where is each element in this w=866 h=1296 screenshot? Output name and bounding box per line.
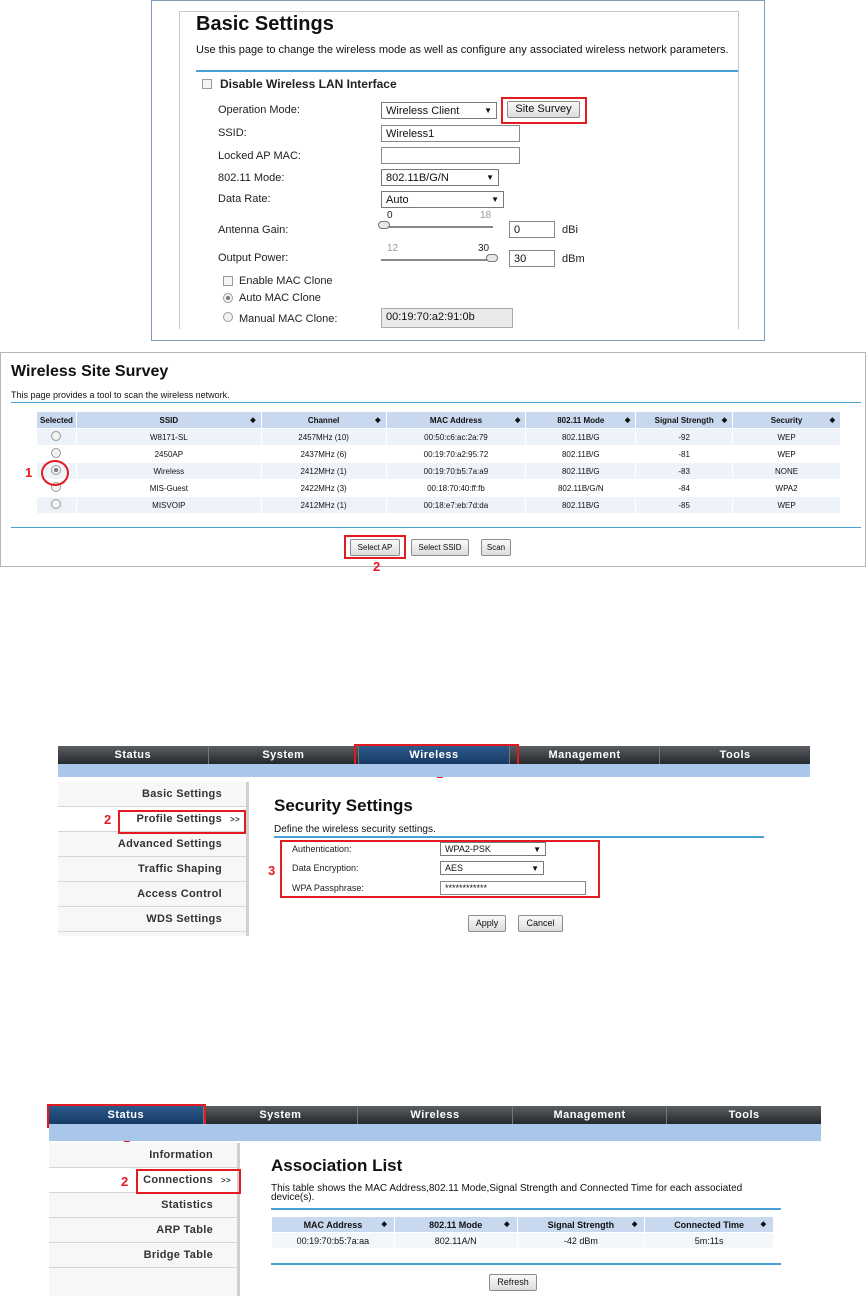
- disable-wlan-label: Disable Wireless LAN Interface: [220, 77, 397, 91]
- antenna-unit: dBi: [562, 224, 578, 236]
- disable-wlan-checkbox[interactable]: [202, 79, 212, 89]
- col-mode[interactable]: 802.11 Mode ◆: [394, 1217, 517, 1233]
- sidebar-item-traffic-shaping[interactable]: [58, 857, 246, 882]
- enable-mac-clone-label: Enable MAC Clone: [239, 275, 333, 287]
- table-row[interactable]: [37, 480, 841, 497]
- data-rate-label: Data Rate:: [218, 193, 271, 205]
- ssid-input[interactable]: Wireless1: [381, 125, 520, 142]
- sidebar-item-statistics[interactable]: [49, 1193, 237, 1218]
- security-divider: [274, 836, 764, 838]
- sidebar-item-arp-table[interactable]: [49, 1218, 237, 1243]
- manual-mac-clone-radio[interactable]: [223, 312, 233, 322]
- sort-icon[interactable]: ◆: [514, 416, 521, 424]
- sidebar-item-advanced-settings[interactable]: [58, 832, 246, 857]
- sidebar-item-basic-settings[interactable]: [58, 782, 246, 807]
- auto-mac-clone-label: Auto MAC Clone: [239, 292, 321, 304]
- table-row: [272, 1233, 774, 1249]
- tab-wireless[interactable]: Wireless: [359, 746, 510, 764]
- sort-icon[interactable]: ◆: [504, 1220, 510, 1228]
- site-survey-panel: [0, 352, 866, 574]
- sidebar-item-label: Advanced Settings: [117, 838, 222, 850]
- row-select-cell[interactable]: [37, 429, 77, 446]
- association-table: [271, 1216, 774, 1249]
- auto-mac-clone-radio[interactable]: [223, 293, 233, 303]
- cell-signal: -83: [636, 463, 733, 480]
- cell-signal: -42 dBm: [517, 1233, 645, 1249]
- row-select-radio[interactable]: [51, 431, 61, 441]
- marker-1: 1: [25, 465, 33, 480]
- sidebar-item-label: Bridge Table: [143, 1249, 213, 1261]
- col-channel[interactable]: Channel ◆: [261, 412, 386, 429]
- cell-security: WEP: [733, 429, 841, 446]
- sidebar-item-label: Information: [149, 1149, 213, 1161]
- passphrase-input[interactable]: ************: [440, 881, 586, 895]
- association-title: Association List: [271, 1156, 403, 1175]
- tab-tools[interactable]: Tools: [728, 1109, 760, 1121]
- title-divider: [196, 70, 738, 72]
- site-survey-button[interactable]: Site Survey: [507, 101, 580, 118]
- ssid-label: SSID:: [218, 127, 247, 139]
- association-description: This table shows the MAC Address,802.11 Mode,Signal Strength and Connected Time for each associated device(s).: [271, 1183, 743, 1203]
- table-row[interactable]: [37, 497, 841, 514]
- cell-mac: 00:50:c6:ac:2a:79: [386, 429, 526, 446]
- association-panel: [49, 1106, 821, 1296]
- antenna-max: 18: [480, 210, 492, 221]
- cell-mode: 802.11A/N: [394, 1233, 517, 1249]
- sidebar-edge: [246, 782, 249, 936]
- sidebar-item-label: Access Control: [137, 888, 222, 900]
- cell-ssid: W8171-SL: [76, 429, 261, 446]
- power-unit: dBm: [562, 253, 585, 265]
- table-row[interactable]: [37, 463, 841, 480]
- cell-ssid: MIS-Guest: [76, 480, 261, 497]
- association-divider-bottom: [271, 1263, 781, 1265]
- tab-status[interactable]: Status: [49, 1106, 204, 1124]
- survey-divider-top: [11, 402, 861, 403]
- cell-security: WEP: [733, 446, 841, 463]
- output-power-label: Output Power:: [218, 252, 289, 264]
- sort-icon[interactable]: ◆: [375, 416, 381, 424]
- cancel-button[interactable]: Cancel: [518, 915, 563, 932]
- data-rate-select[interactable]: Auto ▼: [381, 191, 504, 208]
- cell-mode: 802.11B/G/N: [526, 480, 636, 497]
- tab-tools[interactable]: Tools: [719, 749, 751, 761]
- cell-time: 5m:11s: [645, 1233, 774, 1249]
- tab-wireless[interactable]: Wireless: [358, 1106, 513, 1124]
- sidebar-item-label: Profile Settings: [136, 813, 222, 825]
- page-description: Use this page to change the wireless mode as well as configure any associated wireless network parameters.: [196, 44, 729, 56]
- survey-description: This page provides a tool to scan the wireless network.: [11, 390, 230, 400]
- table-row[interactable]: [37, 429, 841, 446]
- authentication-label: Authentication:: [292, 844, 352, 854]
- survey-title: Wireless Site Survey: [11, 363, 169, 380]
- row-select-radio[interactable]: [51, 448, 61, 458]
- sidebar-item-label: Basic Settings: [141, 788, 222, 800]
- sidebar-item-label: WDS Settings: [146, 913, 222, 925]
- sidebar-item-wds-settings[interactable]: [58, 907, 246, 932]
- antenna-slider-track[interactable]: [381, 226, 493, 228]
- operation-mode-select[interactable]: Wireless Client ▼: [381, 102, 497, 119]
- locked-ap-mac-label: Locked AP MAC:: [218, 150, 301, 162]
- table-row[interactable]: [37, 446, 841, 463]
- locked-ap-mac-input[interactable]: [381, 147, 520, 164]
- power-max: 30: [478, 243, 490, 254]
- row-select-cell[interactable]: [37, 497, 77, 514]
- sort-icon[interactable]: ◆: [624, 416, 631, 424]
- antenna-min: 0: [387, 210, 393, 221]
- sort-icon[interactable]: ◆: [829, 416, 835, 424]
- cell-mac: 00:18:70:40:ff:fb: [386, 480, 526, 497]
- security-panel: [58, 746, 810, 936]
- cell-channel: 2412MHz (1): [261, 497, 386, 514]
- sort-icon[interactable]: ◆: [250, 416, 256, 424]
- antenna-slider-thumb[interactable]: [378, 221, 390, 229]
- mode-label: 802.11 Mode:: [218, 172, 285, 184]
- col-mac[interactable]: MAC Address ◆: [272, 1217, 395, 1233]
- cell-mac: 00:18:e7:eb:7d:da: [386, 497, 526, 514]
- cell-security: WEP: [733, 497, 841, 514]
- site-survey-highlight: [501, 97, 587, 124]
- cell-ssid: MISVOIP: [76, 497, 261, 514]
- col-signal[interactable]: Signal Strength ◆: [636, 412, 733, 429]
- sort-icon[interactable]: ◆: [381, 1220, 387, 1228]
- cell-mac: 00:19:70:b5:7a:aa: [272, 1233, 395, 1249]
- enable-mac-clone-checkbox[interactable]: [223, 276, 233, 286]
- security-description: Define the wireless security settings.: [274, 824, 436, 835]
- antenna-gain-label: Antenna Gain:: [218, 224, 289, 236]
- col-signal[interactable]: Signal Strength ◆: [517, 1217, 645, 1233]
- operation-mode-label: Operation Mode:: [218, 104, 300, 116]
- page-title: Basic Settings: [196, 13, 334, 35]
- sidebar-item-access-control[interactable]: [58, 882, 246, 907]
- subbar: [49, 1124, 821, 1141]
- cell-channel: 2412MHz (1): [261, 463, 386, 480]
- sidebar-item-label: Statistics: [161, 1199, 213, 1211]
- selected-radio-highlight: [41, 460, 69, 486]
- cell-mode: 802.11B/G: [526, 446, 636, 463]
- tab-management[interactable]: Management: [510, 746, 661, 764]
- manual-mac-input[interactable]: 00:19:70:a2:91:0b: [381, 308, 513, 328]
- cell-channel: 2437MHz (6): [261, 446, 386, 463]
- refresh-button[interactable]: Refresh: [489, 1274, 537, 1291]
- cell-channel: 2422MHz (3): [261, 480, 386, 497]
- select-ap-highlight: [344, 535, 406, 559]
- cell-ssid: 2450AP: [76, 446, 261, 463]
- sidebar-item-label: Connections: [143, 1174, 213, 1186]
- mode-select[interactable]: 802.11B/G/N ▼: [381, 169, 499, 186]
- tab-management[interactable]: Management: [513, 1106, 668, 1124]
- power-slider-track[interactable]: [381, 259, 493, 261]
- manual-mac-clone-label: Manual MAC Clone:: [239, 313, 338, 325]
- col-mode[interactable]: 802.11 Mode ◆: [526, 412, 636, 429]
- tab-status[interactable]: Status: [58, 746, 209, 764]
- survey-divider-bottom: [11, 527, 861, 528]
- col-ssid[interactable]: SSID ◆: [76, 412, 261, 429]
- cell-ssid: Wireless: [76, 463, 261, 480]
- marker-2: 2: [121, 1174, 129, 1189]
- select-ssid-button[interactable]: Select SSID: [411, 539, 469, 556]
- double-chevron-icon: >>: [221, 1176, 231, 1185]
- col-time[interactable]: Connected Time ◆: [645, 1217, 774, 1233]
- authentication-select[interactable]: WPA2-PSK ▼: [440, 842, 546, 856]
- security-title: Security Settings: [274, 796, 413, 815]
- cell-mode: 802.11B/G: [526, 463, 636, 480]
- encryption-label: Data Encryption:: [292, 863, 359, 873]
- encryption-select[interactable]: AES ▼: [440, 861, 544, 875]
- cell-mac: 00:19:70:a2:95:72: [386, 446, 526, 463]
- sidebar-item-bridge-table[interactable]: [49, 1243, 237, 1268]
- subbar: [58, 764, 810, 777]
- apply-button[interactable]: Apply: [468, 915, 506, 932]
- passphrase-label: WPA Passphrase:: [292, 883, 364, 893]
- cell-signal: -85: [636, 497, 733, 514]
- marker-3: 3: [268, 863, 276, 878]
- tab-system[interactable]: System: [209, 746, 360, 764]
- association-divider-top: [271, 1208, 781, 1210]
- select-ap-button[interactable]: Select AP: [350, 539, 400, 556]
- sidebar-item-label: ARP Table: [156, 1224, 213, 1236]
- cell-channel: 2457MHz (10): [261, 429, 386, 446]
- output-power-input[interactable]: 30: [509, 250, 555, 267]
- cell-signal: -84: [636, 480, 733, 497]
- cell-security: WPA2: [733, 480, 841, 497]
- row-select-radio[interactable]: [51, 499, 61, 509]
- sidebar-item-label: Traffic Shaping: [138, 863, 222, 875]
- sort-icon[interactable]: ◆: [631, 1220, 638, 1228]
- sidebar-item-information[interactable]: [49, 1143, 237, 1168]
- double-chevron-icon: >>: [230, 815, 240, 824]
- col-mac[interactable]: MAC Address ◆: [386, 412, 526, 429]
- sort-icon[interactable]: ◆: [760, 1220, 766, 1228]
- sort-icon[interactable]: ◆: [721, 416, 728, 424]
- marker-2: 2: [373, 559, 381, 574]
- association-sidebar: [49, 1143, 237, 1296]
- antenna-gain-input[interactable]: 0: [509, 221, 555, 238]
- tab-system[interactable]: System: [204, 1106, 359, 1124]
- cell-mac: 00:19:70:b5:7a:a9: [386, 463, 526, 480]
- security-sidebar: [58, 782, 246, 936]
- survey-table: [36, 411, 841, 514]
- power-min: 12: [387, 243, 399, 254]
- cell-signal: -81: [636, 446, 733, 463]
- power-slider-thumb[interactable]: [486, 254, 498, 262]
- profile-settings-highlight: [118, 810, 246, 834]
- cell-signal: -92: [636, 429, 733, 446]
- basic-settings-panel: [151, 0, 765, 341]
- scan-button[interactable]: Scan: [481, 539, 511, 556]
- col-selected: Selected: [37, 412, 77, 429]
- sidebar-edge: [237, 1143, 240, 1296]
- connections-highlight: [136, 1169, 241, 1194]
- cell-mode: 802.11B/G: [526, 429, 636, 446]
- col-security[interactable]: Security ◆: [733, 412, 841, 429]
- cell-security: NONE: [733, 463, 841, 480]
- marker-2: 2: [104, 812, 112, 827]
- cell-mode: 802.11B/G: [526, 497, 636, 514]
